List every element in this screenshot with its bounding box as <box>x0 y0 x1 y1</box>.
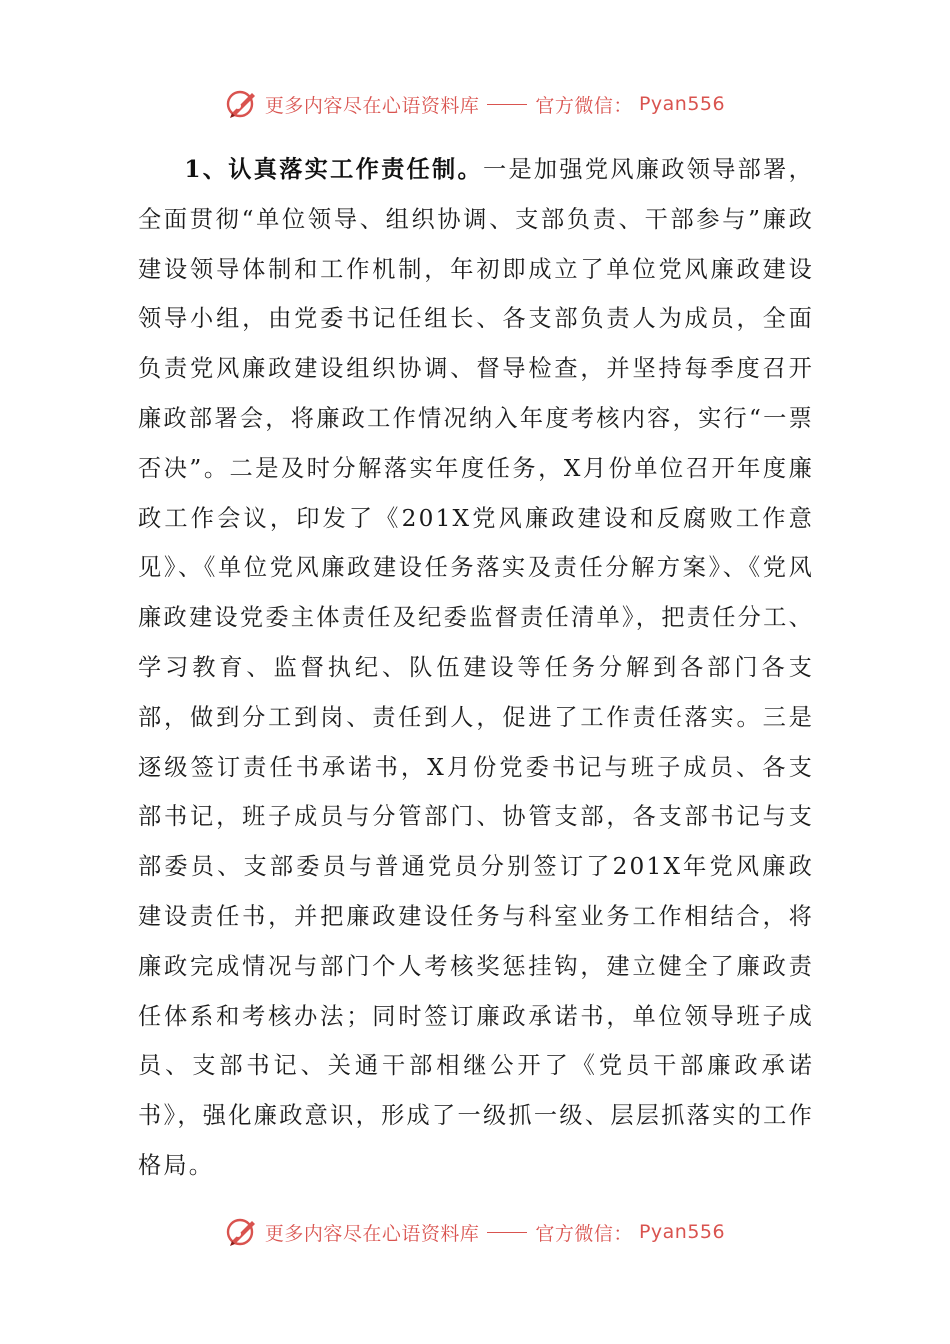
watermark-header <box>0 84 950 124</box>
document-paragraph <box>138 145 814 1191</box>
watermark-contact-id: Pyan556 <box>638 93 726 115</box>
watermark-contact-id: Pyan556 <box>638 1221 726 1243</box>
watermark-footer <box>0 1212 950 1252</box>
watermark-contact-label: 官方微信： <box>535 94 633 117</box>
watermark-separator <box>487 1232 527 1233</box>
watermark-brand: 更多内容尽在心语资料库 <box>264 94 480 117</box>
pen-logo-icon <box>225 1215 259 1249</box>
paragraph-body: 一是加强党风廉政领导部署，全面贯彻“单位领导、组织协调、支部负责、干部参与”廉政建设领导体制和工作机制，年初即成立了单位党风廉政建设领导小组，由党委书记任组长、各支部负责人为成员，全面负责党风廉政建设组织协调、督导检查，并坚持每季度召开廉政部署会，将廉政工作情况纳入年度考核内容，实行“一票否决”。二是及时分解落实年度任务，X月份单位召开年度廉政工作会议，印发了《201X党风廉政建设和反腐败工作意见》、《单位党风廉政建设任务落实及责任分解方案》、《党风廉政建设党委主体责任及纪委监督责任清单》，把责任分工、学习教育、监督执纪、队伍建设等任务分解到各部门各支部，做到分工到岗、责任到人，促进了工作责任落实。三是逐级签订责任书承诺书，X月份党委书记与班子成员、各支部书记，班子成员与分管部门、协管支部，各支部书记与支部委员、支部委员与普通党员分别签订了201X年党风廉政建设责任书，并把廉政建设任务与科室业务工作相结合，将廉政完成情况与部门个人考核奖惩挂钩，建立健全了廉政责任体系和考核办法；同时签订廉政承诺书，单位领导班子成员、支部书记、关通干部相继公开了《党员干部廉政承诺书》，强化廉政意识，形成了一级抓一级、层层抓落实的工作格局。 <box>138 156 814 1179</box>
watermark-brand: 更多内容尽在心语资料库 <box>264 1222 480 1245</box>
watermark-separator <box>487 104 527 105</box>
watermark-contact-label: 官方微信： <box>535 1222 633 1245</box>
pen-logo-icon <box>225 87 259 121</box>
section-heading: 1、认真落实工作责任制。 <box>184 156 483 183</box>
